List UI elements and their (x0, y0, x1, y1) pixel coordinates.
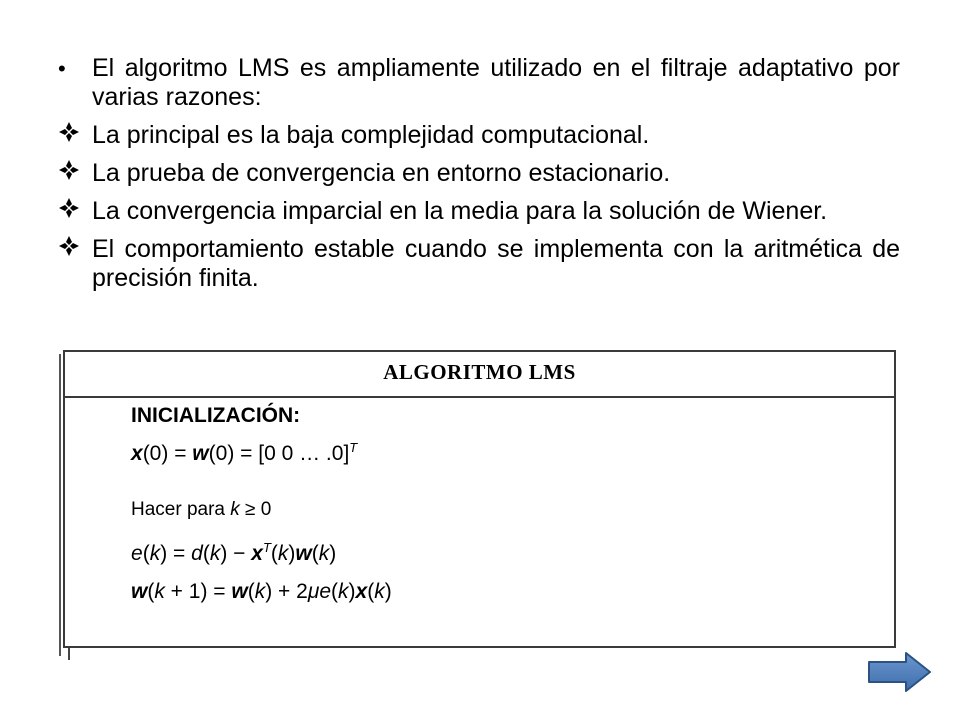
diamond-bullet-icon (58, 159, 82, 183)
update-equation: w(k + 1) = w(k) + 2μe(k)x(k) (131, 580, 392, 603)
error-equation: $e(k) = d(k) - x^T(k)w(k)$ (131, 540, 337, 565)
bullet-text: La convergencia imparcial en la media para la solución de Wiener. (92, 197, 828, 225)
next-slide-button[interactable] (866, 650, 934, 694)
diamond-bullet-icon (58, 121, 82, 145)
diamond-bullet-icon (58, 235, 82, 259)
bullet-list (58, 54, 900, 302)
list-item (58, 159, 900, 188)
list-item (58, 54, 900, 112)
divider (68, 648, 70, 660)
right-arrow-icon (866, 650, 934, 694)
bullet-text: El algoritmo LMS es ampliamente utilizado en el filtraje adaptativo por varias razones: (92, 54, 900, 111)
bullet-text: La prueba de convergencia en entorno estacionario. (92, 159, 671, 187)
list-item (58, 235, 900, 293)
bullet-text: La principal es la baja complejidad computacional. (92, 121, 650, 149)
loop-statement: Hacer para k ≥ 0 (131, 499, 272, 520)
bullet-text: El comportamiento estable cuando se implementa con la aritmética de precisión finita. (92, 235, 900, 292)
bullet-dot-icon: • (58, 56, 66, 81)
algorithm-title: ALGORITMO LMS (65, 352, 894, 398)
algorithm-box (63, 350, 896, 648)
list-item (58, 121, 900, 150)
initialization-label: INICIALIZACIÓN: (131, 404, 301, 427)
init-equation: x(0) = w(0) = [0 0 … .0]$^T$ (131, 440, 358, 465)
diamond-bullet-icon (58, 197, 82, 221)
list-item (58, 197, 900, 226)
